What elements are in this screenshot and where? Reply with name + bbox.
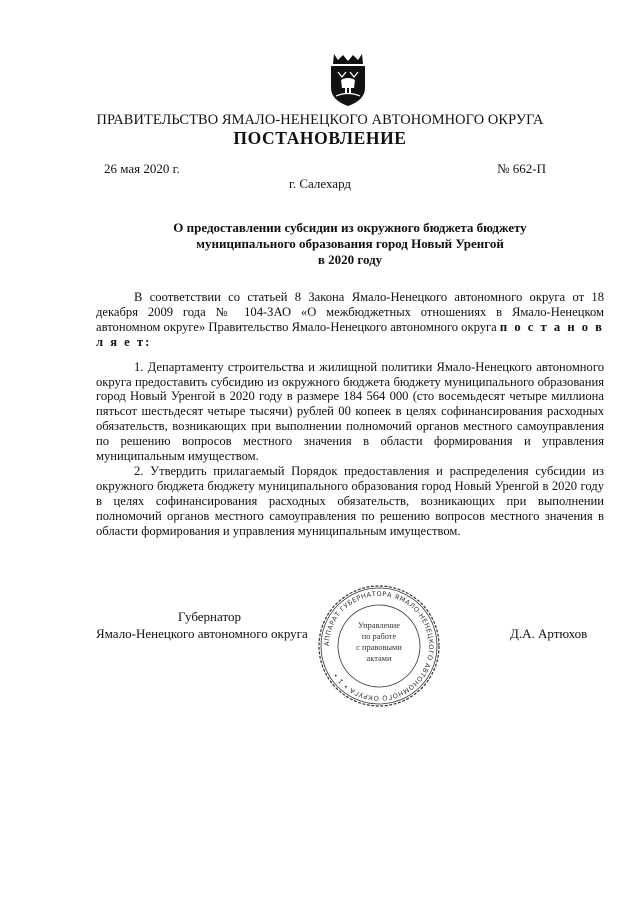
- signature-title: Губернатор: [178, 609, 241, 624]
- document-type: ПОСТАНОВЛЕНИЕ: [233, 128, 407, 148]
- signature-name: Д.А. Артюхов: [510, 626, 588, 641]
- stamp-ring-text: АППАРАТ ГУБЕРНАТОРА ЯМАЛО-НЕНЕЦКОГО АВТОНОМНОГО ОКРУГА • 1 •: [322, 589, 436, 703]
- item-1-paragraph: 1. Департаменту строительства и жилищной политики Ямало-Ненецкого автономного округа предоставить субсидию из окружного бюджета бюджету муниципального образования город Новый Уренгой в 2020 году в размере 184 564 000 (сто восемьдесят четыре миллиона пятьсот шестьдесят четыре тысячи) рублей 00 копеек в целях софинансирования расходных обязательств, возникающих при выполнении полномочий органов местного самоуправления по решению вопросов местного значения в области формирования и управления муниципальным имуществом.: [96, 359, 604, 464]
- stamp-center-line: по работе: [361, 632, 397, 641]
- preamble-text: В соответствии со статьей 8 Закона Ямало-Ненецкого автономного округа от 18 декабря 2009 года № 104-ЗАО «О межбюджетных отношениях в Ямало-Ненецком автономном округе» Правительство Ямало-Ненецкого автономного округа: [96, 290, 604, 334]
- document-body: [96, 290, 604, 549]
- document-city: г. Салехард: [288, 176, 352, 191]
- document-title: [100, 220, 600, 268]
- item-2-paragraph: 2. Утвердить прилагаемый Порядок предоставления и распределения субсидии из окружного бюджета бюджету муниципального образования город Новый Уренгой в 2020 году в целях софинансирования расходных обязательств, возникающих при выполнении полномочий органов местного самоуправления по решению вопросов местного значения в области формирования и управления муниципальным имуществом.: [96, 463, 604, 538]
- preamble-paragraph: [96, 290, 604, 350]
- signature-organization: Ямало-Ненецкого автономного округа: [96, 626, 308, 641]
- organization-name: ПРАВИТЕЛЬСТВО ЯМАЛО-НЕНЕЦКОГО АВТОНОМНОГО ОКРУГА: [96, 112, 544, 128]
- title-line: О предоставлении субсидии из окружного бюджета бюджету: [173, 220, 527, 235]
- resolves-word: п о с т а н о в л я е т:: [96, 319, 604, 349]
- document-date: 26 мая 2020 г.: [104, 161, 180, 176]
- title-line: в 2020 году: [317, 252, 383, 267]
- coat-of-arms-emblem: [324, 50, 372, 108]
- official-stamp: [316, 583, 442, 709]
- stamp-center-line: с правовыми: [356, 643, 402, 652]
- stamp-center-line: Управление: [357, 621, 401, 630]
- title-line: муниципального образования город Новый Уренгой: [196, 236, 504, 251]
- stamp-center-line: актами: [366, 654, 392, 663]
- document-number: № 662-П: [497, 161, 546, 176]
